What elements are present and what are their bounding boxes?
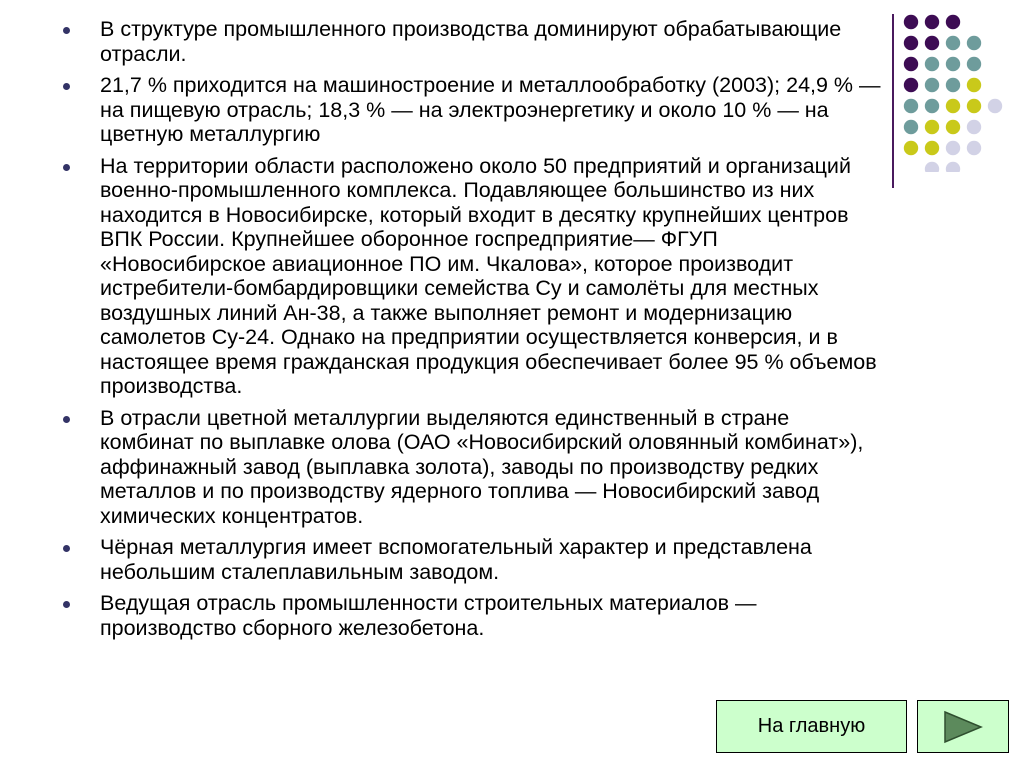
bullet-icon	[63, 164, 70, 171]
decorative-dot	[904, 57, 918, 71]
decorative-dot	[967, 36, 981, 50]
list-item-text: В структуре промышленного производства доминируют обрабатывающие отрасли.	[100, 17, 842, 66]
list-item-text: Ведущая отрасль промышленности строительных материалов — производство сборного железобетона.	[100, 591, 757, 640]
decorative-dot	[946, 36, 960, 50]
decorative-dot	[904, 120, 918, 134]
dot-grid-decoration	[900, 12, 1012, 172]
list-item-text: Чёрная металлургия имеет вспомогательный характер и представлена небольшим сталеплавильным заводом.	[100, 535, 812, 584]
list-item-text: 21,7 % приходится на машиностроение и металлообработку (2003); 24,9 % — на пищевую отрасль; 18,3 % — на электроэнергетику и около 10 % — на цветную металлургию	[100, 73, 881, 146]
decorative-dot	[967, 78, 981, 92]
list-item	[62, 535, 882, 584]
decorative-dot	[904, 99, 918, 113]
divider-line	[892, 14, 894, 188]
decorative-dot	[925, 141, 939, 155]
decorative-dot	[946, 78, 960, 92]
decorative-dot	[967, 120, 981, 134]
bullet-icon	[63, 83, 70, 90]
decorative-dot	[946, 120, 960, 134]
list-item	[62, 154, 882, 399]
decorative-dot	[904, 78, 918, 92]
list-item	[62, 17, 882, 66]
decorative-dot	[904, 36, 918, 50]
list-item	[62, 406, 882, 529]
decorative-dot	[925, 36, 939, 50]
decorative-dot	[946, 15, 960, 29]
decorative-dot	[904, 141, 918, 155]
home-button-label: На главную	[757, 715, 866, 737]
next-slide-button[interactable]	[917, 700, 1009, 753]
decorative-dot	[967, 99, 981, 113]
decorative-dot	[967, 57, 981, 71]
decorative-dot	[967, 141, 981, 155]
list-item-text: На территории области расположено около 50 предприятий и организаций военно-промышленного комплекса. Подавляющее большинство из них находится в Новосибирске, который входит в десятку крупнейших центров ВПК России. Крупнейшее оборонное госпредприятие— ФГУП «Новосибирское авиационное ПО им. Чкалова», которое производит истребители-бомбардировщики семейства Су и самолёты для местных воздушных линий Ан-38, а также выполняет ремонт и модернизацию самолетов Су-24. Однако на предприятии осуществляется конверсия, и в настоящее время гражданская продукция обеспечивает более 95 % объемов производства.	[100, 153, 877, 398]
decorative-dot	[946, 57, 960, 71]
decorative-dot	[946, 141, 960, 155]
decorative-dot	[946, 99, 960, 113]
decorative-dot	[925, 99, 939, 113]
list-item	[62, 73, 882, 147]
bullet-icon	[63, 545, 70, 552]
list-item	[62, 591, 882, 640]
decorative-dot	[925, 162, 939, 172]
decorative-dot	[925, 15, 939, 29]
bullet-list	[62, 17, 882, 647]
list-item-text: В отрасли цветной металлургии выделяются единственный в стране комбинат по выплавке олова (ОАО «Новосибирский оловянный комбинат»), аффинажный завод (выплавка золота), заводы по производству редких металлов и по производству ядерного топлива — Новосибирский завод химических концентратов.	[100, 405, 864, 528]
decorative-dot	[988, 99, 1002, 113]
decorative-dot	[904, 15, 918, 29]
decorative-dot	[946, 162, 960, 172]
play-arrow-icon	[941, 709, 985, 745]
decorative-dot	[925, 57, 939, 71]
bullet-icon	[63, 416, 70, 423]
bullet-icon	[63, 601, 70, 608]
decorative-dot	[925, 120, 939, 134]
bullet-icon	[63, 27, 70, 34]
home-button[interactable]	[716, 700, 907, 753]
decorative-dot	[925, 78, 939, 92]
